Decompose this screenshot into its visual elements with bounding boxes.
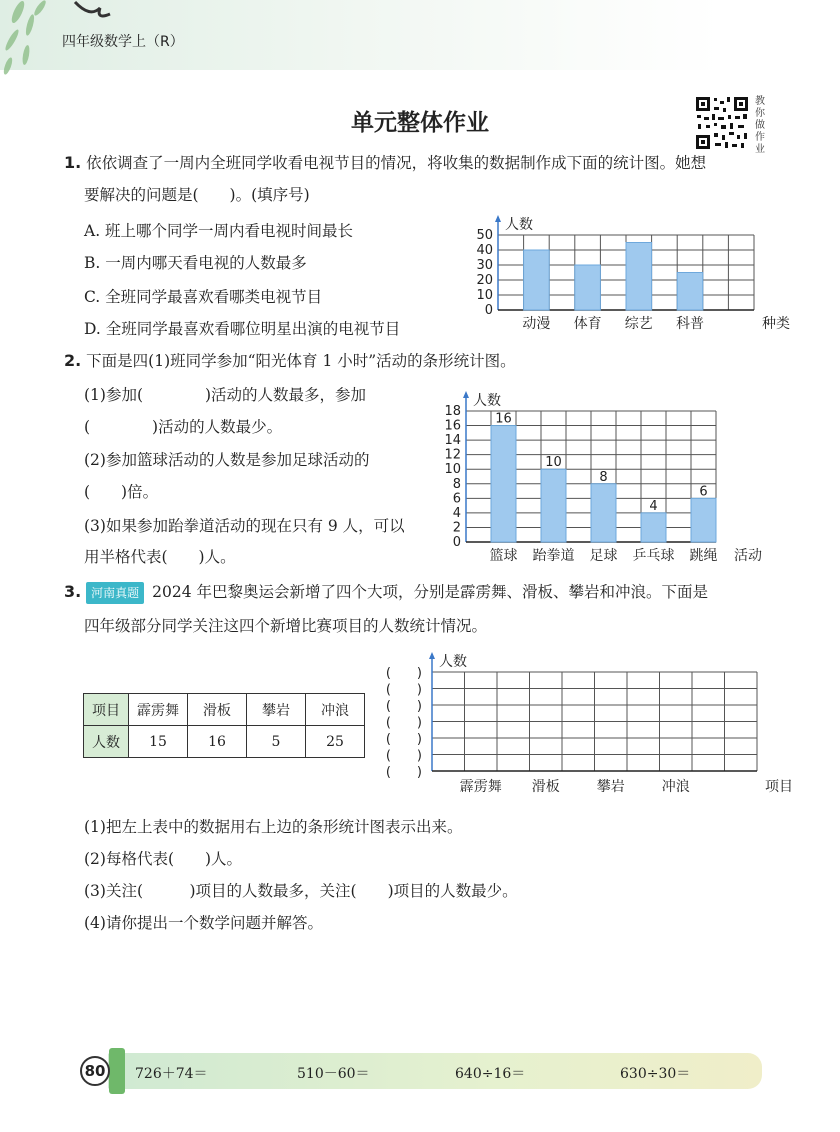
qr-code-icon[interactable] — [694, 95, 750, 151]
x-category-label: 冲浪 — [661, 779, 690, 795]
bar — [541, 469, 566, 542]
y-tick-label: 8 — [452, 476, 461, 492]
x-axis-label: 项目 — [765, 779, 793, 795]
q1-option-a: A. 班上哪个同学一周内看电视时间最长 — [84, 222, 354, 240]
y-tick-label: 6 — [452, 491, 461, 507]
bar — [641, 513, 666, 542]
qr-caption — [755, 96, 769, 156]
table-cell: 16 — [188, 726, 247, 758]
table-cell: 冲浪 — [306, 694, 365, 726]
x-axis-label: 种类 — [762, 316, 790, 332]
y-tick-label: 0 — [484, 303, 493, 318]
y-tick-label: 50 — [476, 228, 493, 243]
table-cell: 25 — [306, 726, 365, 758]
q1-option-b: B. 一周内哪天看电视的人数最多 — [84, 254, 307, 272]
y-tick-placeholder: ( ) — [385, 699, 422, 714]
y-tick-label: 4 — [452, 505, 461, 521]
table-header-cell: 项目 — [84, 694, 129, 726]
y-tick-label: 10 — [476, 288, 493, 303]
qr-caption-char: 教 — [755, 96, 765, 107]
q3-stem: 2024 年巴黎奥运会新增了四个大项，分别是霹雳舞、滑板、攀岩和冲浪。下面是 — [152, 583, 709, 601]
table-cell: 霹雳舞 — [129, 694, 188, 726]
bar-data-label: 4 — [649, 498, 658, 514]
bar — [491, 426, 516, 542]
y-axis-arrow-icon — [495, 215, 501, 222]
q3-number: 3. — [64, 582, 82, 601]
page-number: 80 — [80, 1056, 110, 1086]
y-tick-label: 40 — [476, 243, 493, 258]
y-tick-placeholder: ( ) — [385, 765, 422, 780]
y-tick-label: 16 — [444, 418, 461, 434]
q1-option-c: C. 全班同学最喜欢看哪类电视节目 — [84, 288, 323, 306]
y-tick-label: 12 — [444, 447, 461, 463]
x-category-label: 足球 — [589, 548, 618, 564]
x-category-label: 跆拳道 — [532, 548, 575, 564]
x-category-label: 综艺 — [624, 316, 653, 332]
henan-exam-tag: 河南真题 — [86, 582, 144, 604]
qr-caption-char: 作 — [755, 132, 765, 143]
y-axis-label: 人数 — [473, 393, 501, 409]
qr-caption-char: 做 — [755, 120, 765, 131]
q2-sub3-line2: 用半格代表( )人。 — [84, 548, 236, 566]
table-row — [84, 726, 365, 758]
q2-sub1-line2: ( )活动的人数最少。 — [84, 418, 283, 436]
bar-data-label: 16 — [495, 411, 512, 427]
page-title: 单元整体作业 — [351, 110, 489, 136]
bar — [677, 273, 703, 311]
x-category-label: 体育 — [573, 316, 602, 332]
bar-data-label: 8 — [599, 469, 608, 485]
oral-calc-1: 726＋74＝ — [135, 1066, 208, 1082]
empty-olympic-bar-chart-grid[interactable] — [380, 644, 793, 800]
y-axis-label: 人数 — [505, 217, 533, 233]
sports-activity-bar-chart — [430, 378, 780, 566]
y-tick-label: 18 — [444, 404, 461, 419]
bar-data-label: 6 — [699, 484, 708, 500]
q2-sub1-line1: (1)参加( )活动的人数最多，参加 — [84, 386, 367, 404]
table-cell: 滑板 — [188, 694, 247, 726]
y-tick-label: 20 — [476, 273, 493, 288]
x-category-label: 动漫 — [522, 316, 551, 332]
q2-sub2-line1: (2)参加篮球活动的人数是参加足球活动的 — [84, 451, 370, 469]
olympic-events-table — [83, 693, 365, 758]
table-cell: 攀岩 — [247, 694, 306, 726]
q2-sub2-line2: ( )倍。 — [84, 483, 159, 501]
q3-line1 — [64, 582, 708, 604]
bar-data-label: 10 — [545, 455, 562, 471]
bar — [591, 484, 616, 542]
bar — [575, 265, 601, 310]
x-category-label: 滑板 — [531, 779, 560, 795]
table-cell: 15 — [129, 726, 188, 758]
q2-number: 2. — [64, 351, 82, 370]
table-row — [84, 694, 365, 726]
qr-caption-char: 业 — [755, 144, 765, 155]
y-tick-label: 2 — [452, 520, 461, 536]
y-axis-label: 人数 — [439, 654, 467, 670]
q2-line1 — [64, 351, 516, 371]
x-category-label: 篮球 — [489, 548, 518, 564]
q3-sub4: (4)请你提出一个数学问题并解答。 — [84, 914, 323, 932]
q1-line1 — [64, 153, 706, 173]
q1-option-d: D. 全班同学最喜欢看哪位明星出演的电视节目 — [84, 320, 401, 338]
y-axis-arrow-icon — [463, 391, 469, 398]
q1-line2: 要解决的问题是( )。(填序号) — [84, 186, 310, 204]
q2-sub3-line1: (3)如果参加跆拳道活动的现在只有 9 人，可以 — [84, 517, 405, 535]
bar — [524, 250, 550, 310]
tv-program-bar-chart — [470, 200, 790, 340]
table-header-cell: 人数 — [84, 726, 129, 758]
bar — [691, 498, 716, 542]
oral-calc-3: 640÷16＝ — [455, 1066, 526, 1082]
bar — [626, 243, 652, 311]
grade-label: 四年级数学上（R） — [62, 34, 184, 50]
table-cell: 5 — [247, 726, 306, 758]
y-tick-placeholder: ( ) — [385, 748, 422, 764]
y-tick-placeholder: ( ) — [385, 732, 422, 747]
x-category-label: 乒乓球 — [632, 548, 675, 564]
y-tick-label: 30 — [476, 258, 493, 273]
q3-line2: 四年级部分同学关注这四个新增比赛项目的人数统计情况。 — [84, 617, 488, 635]
x-category-label: 攀岩 — [596, 779, 625, 795]
y-tick-placeholder: ( ) — [385, 666, 422, 681]
x-category-label: 跳绳 — [689, 548, 718, 564]
qr-caption-char: 你 — [755, 108, 765, 119]
x-category-label: 科普 — [676, 316, 704, 332]
y-tick-label: 0 — [452, 535, 461, 550]
x-axis-label: 活动 — [734, 548, 762, 564]
q3-sub2: (2)每格代表( )人。 — [84, 850, 243, 868]
y-tick-label: 14 — [444, 433, 461, 449]
oral-calc-2: 510－60＝ — [297, 1066, 370, 1082]
q3-sub1: (1)把左上表中的数据用右上边的条形统计图表示出来。 — [84, 818, 463, 836]
y-tick-label: 10 — [444, 462, 461, 478]
q1-number: 1. — [64, 153, 82, 172]
x-category-label: 霹雳舞 — [459, 779, 502, 795]
q2-stem: 下面是四(1)班同学参加“阳光体育 1 小时”活动的条形统计图。 — [86, 352, 516, 370]
q1-stem: 依依调查了一周内全班同学收看电视节目的情况，将收集的数据制作成下面的统计图。她想 — [86, 154, 707, 172]
q3-sub3: (3)关注( )项目的人数最多，关注( )项目的人数最少。 — [84, 882, 518, 900]
y-tick-placeholder: ( ) — [385, 682, 422, 698]
y-tick-placeholder: ( ) — [385, 715, 422, 731]
pen-clip-decoration — [109, 1048, 125, 1094]
y-axis-arrow-icon — [429, 652, 435, 659]
oral-calc-4: 630÷30＝ — [620, 1066, 691, 1082]
